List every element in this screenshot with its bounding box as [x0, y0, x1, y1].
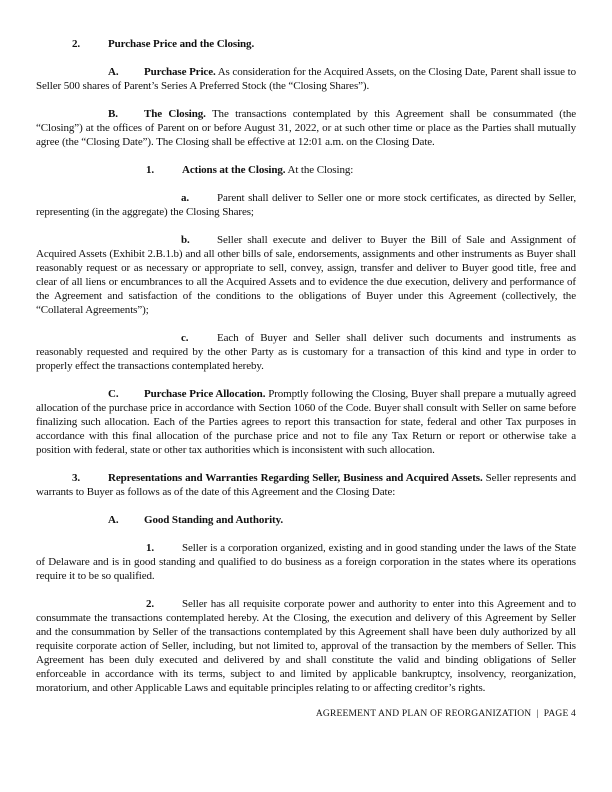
section-number: a. [181, 192, 190, 204]
section-3-representations [36, 471, 576, 499]
section-number: 1. [146, 164, 155, 176]
section-3a1 [36, 541, 576, 583]
section-text: The transactions contemplated by this Agreement shall be consummated (the “Closing”) at the offices of Parent on or before August 31, 2022, or at such other time or place as the Parties shall mutually agree (the “Closing Date”). The Closing shall be effective at 12:01 a.m. on the Closing Date. [36, 108, 577, 148]
section-number: 2. [72, 38, 81, 50]
section-text: Seller represents and warrants to Buyer as follows as of the date of this Agreement and the Closing Date: [36, 472, 576, 498]
section-2b1b [36, 233, 576, 317]
section-text: Parent shall deliver to Seller one or more stock certificates, as directed by Seller, representing (in the aggregate) the Closing Shares; [36, 192, 576, 218]
section-number: 3. [72, 472, 81, 484]
section-2b1c [36, 331, 576, 373]
page-footer: AGREEMENT AND PLAN OF REORGANIZATION | PAGE 4 [315, 709, 576, 719]
section-number: 2. [146, 598, 155, 610]
section-number: c. [181, 332, 189, 344]
section-2c-allocation [36, 387, 576, 457]
section-text: Each of Buyer and Seller shall deliver such documents and instruments as reasonably requested and required by the other Party as is customary for a transaction of this kind and type in order to properly effect the transactions contemplated hereby. [36, 332, 576, 372]
section-3a-good-standing [36, 513, 576, 527]
section-text: At the Closing: [285, 164, 354, 176]
section-title: Purchase Price Allocation. [144, 388, 266, 400]
section-3a2 [36, 597, 576, 695]
section-number: 1. [146, 542, 155, 554]
section-2a-purchase-price [36, 65, 576, 93]
section-2b1a [36, 191, 576, 219]
section-title: Representations and Warranties Regarding Seller, Business and Acquired Assets. [108, 472, 483, 484]
section-2-heading [36, 37, 576, 51]
section-title: Actions at the Closing. [182, 164, 286, 176]
section-number: b. [181, 234, 190, 246]
section-number: B. [108, 108, 118, 120]
section-text: Promptly following the Closing, Buyer shall prepare a mutually agreed allocation of the purchase price in accordance with Section 1060 of the Code. Buyer shall consult with Seller on same before finalizing such allocation. Each of the Parties agrees to report this transaction for state, federal and other Tax purposes in accordance with this final allocation of the purchase price and not to file any Tax Return or report or otherwise take a position with federal, state or other tax authorities which is inconsistent with such allocation. [36, 388, 576, 456]
section-text: Seller shall execute and deliver to Buyer the Bill of Sale and Assignment of Acquired Assets (Exhibit 2.B.1.b) and all other bills of sale, endorsements, assignments and other instruments as Buyer shall reasonably request or as necessary or appropriate to sell, convey, assign, transfer and deliver to Buyer good title, free and clear of all liens or encumbrances to all the Acquired Assets and to evidence the due execution, delivery and performance of the Agreement and satisfaction of the conditions to the obligations of Buyer under this Agreement (collectively, the “Collateral Agreements”); [36, 234, 576, 316]
section-title: Good Standing and Authority. [144, 514, 284, 526]
section-title: The Closing. [144, 108, 206, 120]
section-text: As consideration for the Acquired Assets, on the Closing Date, Parent shall issue to Seller 500 shares of Parent’s Series A Preferred Stock (the “Closing Shares”). [36, 66, 576, 92]
section-2b-closing [36, 107, 576, 149]
section-number: A. [108, 66, 119, 78]
section-title: Purchase Price. [144, 66, 216, 78]
section-text: Seller is a corporation organized, existing and in good standing under the laws of the State of Delaware and is in good standing and qualified to do business as a foreign corporation in the states where its operations require it to be so qualified. [36, 542, 576, 582]
section-title: Purchase Price and the Closing. [108, 38, 255, 50]
section-number: A. [108, 514, 119, 526]
section-number: C. [108, 388, 119, 400]
section-text: Seller has all requisite corporate power and authority to enter into this Agreement and to consummate the transactions contemplated hereby. At the Closing, the execution and delivery of this Agreement by Seller and the consummation by Seller of the transactions contemplated by this Agreement shall have been duly authorized by all requisite corporate action of Seller, including, but not limited to, approval of the transaction by the members of Seller. This Agreement has been duly executed and delivered by and shall constitute the valid and binding obligations of Seller enforceable in accordance with its terms, subject to and limited by applicable bankruptcy, insolvency, reorganization, moratorium, and other Applicable Laws and equitable principles relating to or affecting creditor’s rights. [36, 598, 576, 694]
section-2b1-actions [36, 163, 576, 177]
